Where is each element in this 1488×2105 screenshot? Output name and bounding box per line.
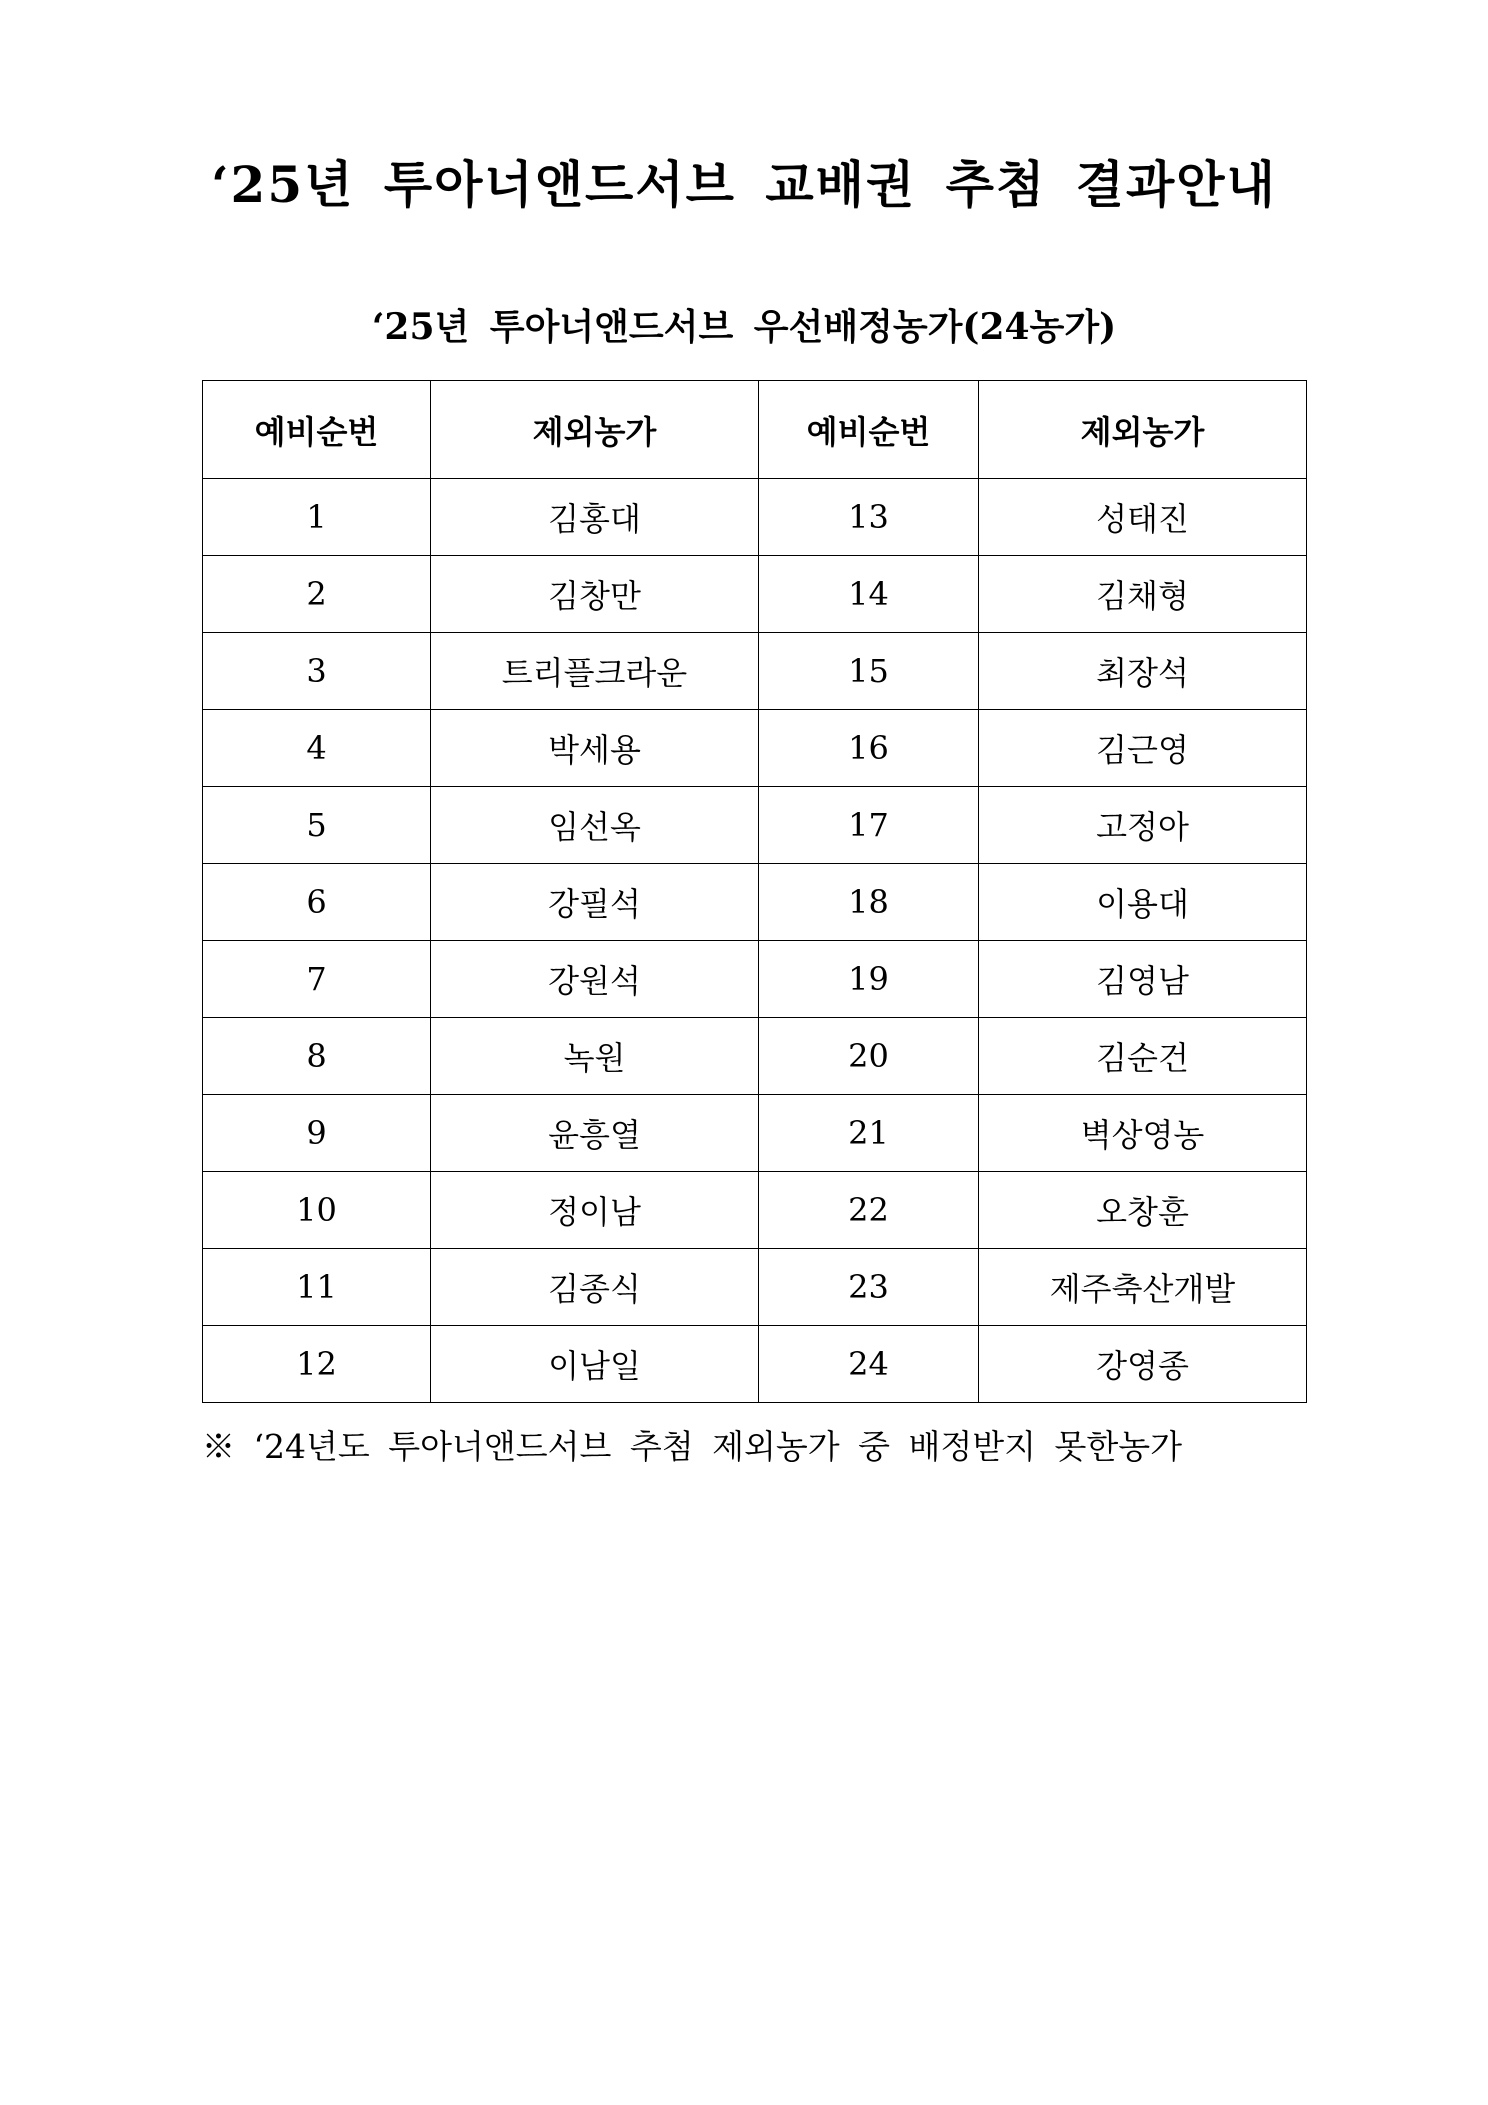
farm-name-cell: 임선옥 [431,787,759,864]
reserve-number-cell: 24 [759,1326,979,1403]
farm-name-cell: 최장석 [979,633,1307,710]
column-header-reserve-number: 예비순번 [203,381,431,479]
reserve-number-cell: 18 [759,864,979,941]
reserve-number-cell: 7 [203,941,431,1018]
reserve-number-cell: 6 [203,864,431,941]
farm-name-cell: 오창훈 [979,1172,1307,1249]
farm-name-cell: 녹원 [431,1018,759,1095]
reserve-number-cell: 10 [203,1172,431,1249]
reserve-number-cell: 14 [759,556,979,633]
farm-name-cell: 성태진 [979,479,1307,556]
table-header-row [203,381,1307,479]
farm-name-cell: 정이남 [431,1172,759,1249]
table-row [203,1095,1307,1172]
farm-name-cell: 김순건 [979,1018,1307,1095]
page-title: ‘25년 투아너앤드서브 교배권 추첨 결과안내 [211,155,1277,214]
reserve-number-cell: 8 [203,1018,431,1095]
reserve-number-cell: 15 [759,633,979,710]
reserve-number-cell: 3 [203,633,431,710]
reserve-number-cell: 2 [203,556,431,633]
farm-name-cell: 김홍대 [431,479,759,556]
table-caption: ‘25년 투아너앤드서브 우선배정농가(24농가) [371,306,1117,348]
reserve-number-cell: 1 [203,479,431,556]
reserve-number-cell: 5 [203,787,431,864]
farm-name-cell: 윤흥열 [431,1095,759,1172]
reserve-number-cell: 13 [759,479,979,556]
column-header-reserve-number: 예비순번 [759,381,979,479]
column-header-excluded-farm: 제외농가 [979,381,1307,479]
column-header-excluded-farm: 제외농가 [431,381,759,479]
priority-farms-table [202,380,1307,1403]
farm-name-cell: 벽상영농 [979,1095,1307,1172]
table-row [203,1018,1307,1095]
table-row [203,1326,1307,1403]
reserve-number-cell: 22 [759,1172,979,1249]
table-row [203,556,1307,633]
reserve-number-cell: 19 [759,941,979,1018]
farm-name-cell: 트리플크라운 [431,633,759,710]
farm-name-cell: 김근영 [979,710,1307,787]
table-row [203,1249,1307,1326]
farm-name-cell: 고정아 [979,787,1307,864]
table-row [203,864,1307,941]
reserve-number-cell: 16 [759,710,979,787]
reserve-number-cell: 4 [203,710,431,787]
reserve-number-cell: 11 [203,1249,431,1326]
reserve-number-cell: 17 [759,787,979,864]
farm-name-cell: 김영남 [979,941,1307,1018]
footnote: ※ ‘24년도 투아너앤드서브 추첨 제외농가 중 배정받지 못한농가 [202,1427,1182,1466]
reserve-number-cell: 9 [203,1095,431,1172]
farm-name-cell: 이남일 [431,1326,759,1403]
reserve-number-cell: 12 [203,1326,431,1403]
table-row [203,479,1307,556]
reserve-number-cell: 20 [759,1018,979,1095]
farm-name-cell: 제주축산개발 [979,1249,1307,1326]
farm-name-cell: 강필석 [431,864,759,941]
table-row [203,787,1307,864]
farm-name-cell: 김창만 [431,556,759,633]
farm-name-cell: 김채형 [979,556,1307,633]
farm-name-cell: 김종식 [431,1249,759,1326]
farm-name-cell: 박세용 [431,710,759,787]
farm-name-cell: 이용대 [979,864,1307,941]
reserve-number-cell: 21 [759,1095,979,1172]
table-row [203,941,1307,1018]
table-row [203,710,1307,787]
farm-name-cell: 강영종 [979,1326,1307,1403]
reserve-number-cell: 23 [759,1249,979,1326]
farm-name-cell: 강원석 [431,941,759,1018]
table-row [203,633,1307,710]
table-row [203,1172,1307,1249]
